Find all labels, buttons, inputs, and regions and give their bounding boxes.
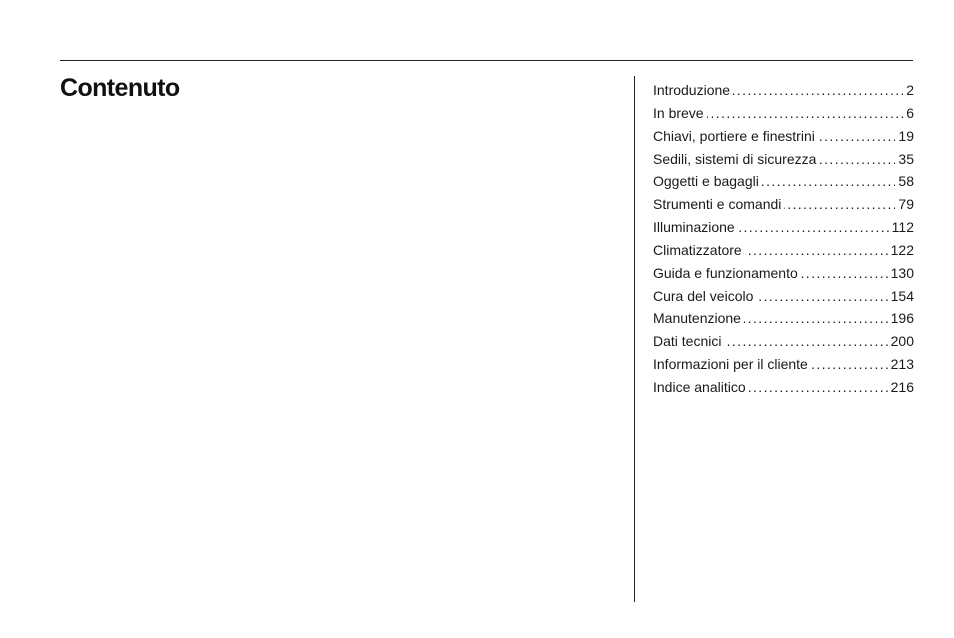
toc-entry-page-number: 213 xyxy=(890,356,914,373)
toc-entry[interactable] xyxy=(653,239,914,262)
dot-leader xyxy=(819,148,895,171)
dot-leader xyxy=(801,262,888,285)
dot-leader xyxy=(811,353,888,376)
toc-entry-label: Dati tecnici xyxy=(653,333,722,350)
toc-entry-label: Sedili, sistemi di sicurezza xyxy=(653,150,817,167)
toc-entry-page-number: 79 xyxy=(898,196,914,213)
toc-entry-label: Introduzione xyxy=(653,82,731,98)
dot-leader xyxy=(749,376,888,399)
toc-entry-label: Guida e funzionamento xyxy=(653,264,798,281)
dot-leader xyxy=(744,307,888,330)
header-rule xyxy=(60,60,913,61)
toc-entry[interactable] xyxy=(653,376,914,399)
toc-entry-page-number: 200 xyxy=(890,333,914,350)
dot-leader xyxy=(733,79,903,102)
dot-leader xyxy=(756,285,887,308)
toc-entry-label: In breve xyxy=(653,104,704,121)
toc-entry[interactable] xyxy=(653,125,914,148)
toc-entry-page-number: 122 xyxy=(890,241,914,258)
dot-leader xyxy=(745,239,888,262)
toc-entry[interactable] xyxy=(653,79,914,102)
toc-entry-page-number: 112 xyxy=(891,219,914,236)
toc-entry-label: Climatizzatore xyxy=(653,241,742,258)
toc-entry[interactable] xyxy=(653,262,914,285)
toc-entry-label: Indice analitico xyxy=(653,378,746,395)
toc-entry[interactable] xyxy=(653,193,914,216)
toc-entry[interactable] xyxy=(653,170,914,193)
toc-entry-page-number: 216 xyxy=(890,378,914,395)
toc-entry-page-number: 2 xyxy=(906,82,914,98)
toc-entry-page-number: 35 xyxy=(898,150,914,167)
dot-leader xyxy=(762,170,896,193)
toc-entry[interactable] xyxy=(653,330,914,353)
toc-entry-page-number: 6 xyxy=(906,104,914,121)
column-divider xyxy=(634,76,635,602)
dot-leader xyxy=(784,193,895,216)
table-of-contents xyxy=(653,79,914,399)
dot-leader xyxy=(707,102,904,125)
toc-entry[interactable] xyxy=(653,285,914,308)
toc-entry[interactable] xyxy=(653,102,914,125)
toc-entry-label: Strumenti e comandi xyxy=(653,196,782,213)
dot-leader xyxy=(724,330,887,353)
toc-entry[interactable] xyxy=(653,307,914,330)
toc-entry-label: Cura del veicolo xyxy=(653,287,754,304)
toc-entry-page-number: 196 xyxy=(890,310,914,327)
toc-entry-page-number: 19 xyxy=(898,127,914,144)
toc-entry-label: Illuminazione xyxy=(653,219,735,236)
toc-entry-label: Manutenzione xyxy=(653,310,741,327)
toc-entry-label: Informazioni per il cliente xyxy=(653,356,808,373)
toc-entry[interactable] xyxy=(653,216,914,239)
toc-entry-page-number: 154 xyxy=(890,287,914,304)
toc-entry-label: Oggetti e bagagli xyxy=(653,173,759,190)
dot-leader xyxy=(738,216,889,239)
toc-entry-page-number: 58 xyxy=(898,173,914,190)
dot-leader xyxy=(818,125,896,148)
toc-entry[interactable] xyxy=(653,148,914,171)
toc-entry[interactable] xyxy=(653,353,914,376)
toc-entry-page-number: 130 xyxy=(890,264,914,281)
page-title: Contenuto xyxy=(60,74,180,102)
toc-entry-label: Chiavi, portiere e finestrini xyxy=(653,127,815,144)
